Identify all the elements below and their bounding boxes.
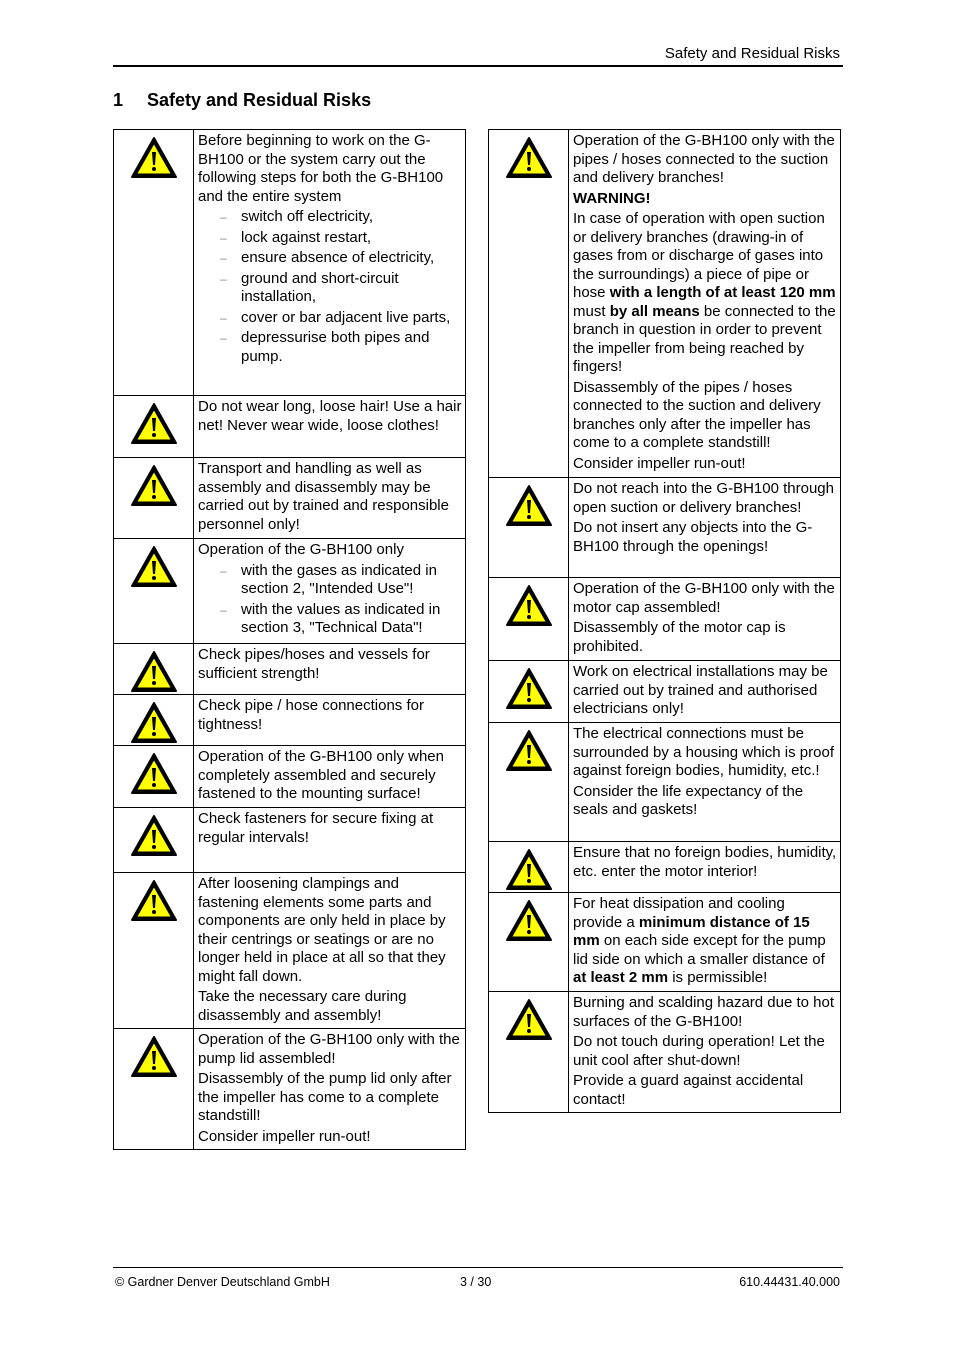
safety-row (489, 661, 841, 723)
warning-icon-cell (114, 458, 194, 539)
dash-bullet: – (220, 331, 227, 345)
safety-paragraph: Provide a guard against accidental contact! (573, 1072, 804, 1108)
safety-text-cell (569, 723, 841, 842)
safety-row (114, 746, 466, 808)
dash-bullet: – (220, 251, 227, 265)
text-span: In case of operation with open suction or delivery branches (drawing-in of gases from or discharge of gases into the surroundings) a piece of pipe or hose (573, 210, 825, 301)
safety-row (114, 1029, 466, 1150)
safety-paragraph: Consider impeller run-out! (573, 454, 746, 472)
safety-paragraph: Check pipes/hoses and vessels for sufficient strength! (198, 646, 430, 682)
section-title (113, 90, 371, 111)
warning-triangle-icon (130, 701, 178, 745)
warning-icon-cell (114, 873, 194, 1029)
safety-row (489, 578, 841, 661)
safety-row (489, 478, 841, 578)
safety-row (114, 458, 466, 539)
safety-paragraph: Operation of the G-BH100 only with the motor cap assembled! (573, 580, 835, 616)
dash-bullet: – (220, 271, 227, 286)
safety-text-cell (569, 992, 841, 1113)
step-text: with the values as indicated in section 3, "Technical Data"! (241, 600, 441, 636)
running-header: Safety and Residual Risks (664, 45, 840, 62)
footer-doc-number: 610.44431.40.000 (739, 1275, 840, 1289)
safety-text-cell (194, 873, 466, 1029)
safety-row (114, 873, 466, 1029)
safety-row (489, 723, 841, 842)
warning-triangle-icon (130, 879, 178, 923)
warning-icon-cell (489, 578, 569, 661)
warning-icon-cell (114, 130, 194, 396)
warning-icon-cell (114, 808, 194, 873)
safety-paragraph: Transport and handling as well as assembly and disassembly may be carried out by trained and responsible personnel only! (198, 460, 449, 533)
safety-paragraph (573, 210, 837, 377)
safety-text-cell (569, 661, 841, 723)
safety-text-cell (569, 130, 841, 478)
safety-text-cell (194, 695, 466, 746)
safety-row (114, 695, 466, 746)
step-list-item (198, 229, 462, 248)
step-list-item (198, 329, 462, 366)
step-list-item (198, 601, 462, 638)
warning-triangle-icon (130, 545, 178, 589)
warning-triangle-icon (505, 484, 553, 528)
section-title-text: Safety and Residual Risks (147, 90, 372, 110)
safety-paragraph: Before beginning to work on the G-BH100 or the system carry out the following steps for both the G-BH100 and the entire system (198, 132, 444, 205)
warning-icon-cell (489, 893, 569, 992)
safety-paragraph: Consider the life expectancy of the seals and gaskets! (573, 782, 804, 818)
header-rule (113, 65, 843, 67)
dash-bullet: – (220, 230, 227, 245)
step-list (198, 562, 462, 638)
safety-table-right (488, 129, 841, 1113)
safety-row (489, 842, 841, 893)
safety-paragraph: Disassembly of the pipes / hoses connected to the suction and delivery branches only after the impeller has come to a complete standstill! (573, 378, 821, 451)
warning-icon-cell (489, 723, 569, 842)
safety-table-left (113, 129, 466, 1150)
safety-text-cell (569, 578, 841, 661)
safety-paragraph: Consider impeller run-out! (198, 1127, 371, 1145)
warning-icon-cell (489, 130, 569, 478)
safety-paragraph: Do not reach into the G-BH100 through open suction or delivery branches! (573, 480, 834, 516)
safety-text-cell (194, 808, 466, 873)
text-span: is permissible! (668, 969, 768, 986)
safety-row (114, 130, 466, 396)
safety-row (114, 644, 466, 695)
warning-triangle-icon (505, 729, 553, 773)
warning-icon-cell (114, 539, 194, 644)
safety-paragraph: Burning and scalding hazard due to hot surfaces of the G-BH100! (573, 994, 835, 1030)
warning-icon-cell (489, 992, 569, 1113)
safety-row (489, 130, 841, 478)
section-number: 1 (113, 90, 124, 110)
safety-text-cell (569, 893, 841, 992)
bold-emphasis: with a length of at least 120 mm (609, 284, 836, 301)
warning-icon-cell (489, 842, 569, 893)
dash-bullet: – (220, 210, 227, 224)
warning-triangle-icon (505, 667, 553, 711)
footer-rule (113, 1267, 843, 1268)
warning-triangle-icon (130, 136, 178, 180)
safety-text-cell (194, 644, 466, 695)
step-list-item (198, 249, 462, 268)
text-span: For heat dissipation and cooling provide a (573, 895, 785, 931)
safety-paragraph: Do not insert any objects into the G-BH100 through the openings! (573, 519, 813, 555)
warning-icon-cell (114, 644, 194, 695)
bold-emphasis: by all means (609, 302, 700, 320)
text-span: must (573, 302, 610, 320)
warning-icon-cell (114, 695, 194, 746)
warning-icon-cell (114, 1029, 194, 1150)
bold-emphasis: at least 2 mm (573, 969, 669, 986)
step-text: ensure absence of electricity, (241, 249, 435, 266)
footer-page-number: 3 / 30 (460, 1275, 492, 1289)
bold-emphasis: minimum distance of 15 mm (573, 913, 810, 949)
step-text: ground and short-circuit installation, (241, 269, 399, 305)
warning-triangle-icon (130, 1035, 178, 1079)
safety-row (114, 808, 466, 873)
safety-paragraph: Ensure that no foreign bodies, humidity, etc. enter the motor interior! (573, 844, 837, 880)
warning-triangle-icon (130, 402, 178, 446)
safety-row (489, 992, 841, 1113)
safety-paragraph: Do not touch during operation! Let the unit cool after shut-down! (573, 1033, 825, 1069)
warning-triangle-icon (505, 848, 553, 892)
dash-bullet: – (220, 602, 227, 617)
safety-paragraph (573, 895, 837, 988)
safety-paragraph: Operation of the G-BH100 only with the pump lid assembled! (198, 1031, 460, 1067)
warning-triangle-icon (130, 752, 178, 796)
safety-paragraph: Operation of the G-BH100 only when completely assembled and securely fastened to the mounting surface! (198, 748, 444, 802)
step-text: with the gases as indicated in section 2, "Intended Use"! (241, 561, 437, 597)
step-list-item (198, 309, 462, 328)
safety-row (489, 893, 841, 992)
step-text: cover or bar adjacent live parts, (241, 308, 451, 326)
safety-paragraph: Take the necessary care during disassembly and assembly! (198, 988, 407, 1024)
safety-row (114, 539, 466, 644)
footer-copyright: © Gardner Denver Deutschland GmbH (115, 1275, 330, 1289)
safety-text-cell (569, 842, 841, 893)
step-list-item (198, 562, 462, 599)
safety-paragraph: Operation of the G-BH100 only (198, 541, 404, 558)
warning-triangle-icon (130, 650, 178, 694)
safety-paragraph: Check pipe / hose connections for tightness! (198, 697, 424, 733)
step-list-item (198, 270, 462, 307)
step-list (198, 208, 462, 366)
safety-paragraph: The electrical connections must be surrounded by a housing which is proof against foreign bodies, humidity, etc.! (573, 725, 834, 779)
safety-paragraph: Disassembly of the motor cap is prohibited. (573, 619, 786, 655)
safety-paragraph: Work on electrical installations may be carried out by trained and authorised electricians only! (573, 663, 828, 717)
step-text: switch off electricity, (241, 208, 373, 225)
step-list-item (198, 208, 462, 227)
warning-label: WARNING! (573, 189, 651, 207)
warning-icon-cell (114, 746, 194, 808)
warning-triangle-icon (505, 899, 553, 943)
warning-triangle-icon (130, 464, 178, 508)
safety-text-cell (194, 746, 466, 808)
safety-text-cell (194, 396, 466, 458)
warning-triangle-icon (130, 814, 178, 858)
warning-triangle-icon (505, 998, 553, 1042)
safety-paragraph: Check fasteners for secure fixing at regular intervals! (198, 810, 434, 846)
safety-text-cell (569, 478, 841, 578)
safety-text-cell (194, 539, 466, 644)
warning-icon-cell (114, 396, 194, 458)
safety-paragraph: After loosening clampings and fastening elements some parts and components are only held in place by their centrings or seatings or are no longer held in place at all so that they might fall down. (198, 875, 446, 985)
safety-text-cell (194, 130, 466, 396)
text-span: on each side except for the pump lid side on which a smaller distance of (573, 932, 826, 968)
warning-icon-cell (489, 478, 569, 578)
safety-paragraph: Do not wear long, loose hair! Use a hair net! Never wear wide, loose clothes! (198, 398, 462, 434)
dash-bullet: – (220, 310, 227, 325)
warning-triangle-icon (505, 136, 553, 180)
safety-text-cell (194, 458, 466, 539)
step-text: lock against restart, (241, 228, 372, 246)
text-span: be connected to the branch in question in order to prevent the impeller from being reached by fingers! (573, 302, 836, 375)
warning-triangle-icon (505, 584, 553, 628)
safety-paragraph: Disassembly of the pump lid only after the impeller has come to a complete standstill! (198, 1070, 452, 1124)
safety-text-cell (194, 1029, 466, 1150)
safety-paragraph: Operation of the G-BH100 only with the pipes / hoses connected to the suction and delivery branches! (573, 132, 835, 186)
safety-row (114, 396, 466, 458)
step-text: depressurise both pipes and pump. (241, 329, 430, 365)
warning-icon-cell (489, 661, 569, 723)
dash-bullet: – (220, 563, 227, 578)
